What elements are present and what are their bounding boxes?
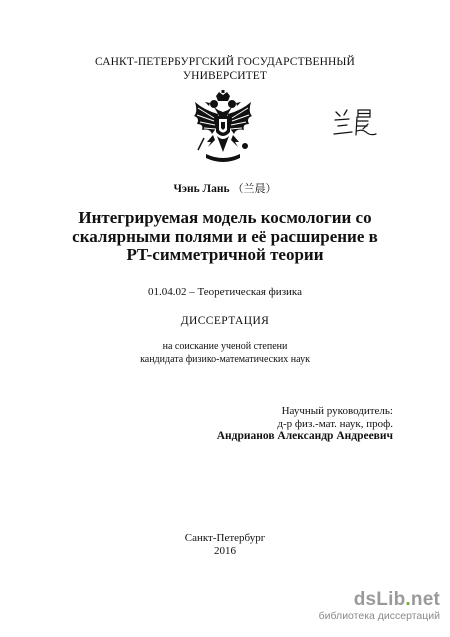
city: Санкт-Петербург <box>184 532 266 544</box>
advisor-title: д-р физ.-мат. наук, проф. <box>277 417 393 430</box>
brand-main: dsLib <box>353 589 406 610</box>
dissertation-title <box>0 209 450 265</box>
degree-description <box>0 341 450 366</box>
dslib-slogan: библиотека диссертаций <box>318 610 440 622</box>
document-type: ДИССЕРТАЦИЯ <box>180 315 270 327</box>
university-line-1: САНКТ-ПЕТЕРБУРГСКИЙ ГОСУДАРСТВЕННЫЙ <box>95 56 355 68</box>
author-chinese-name: （兰晨） <box>232 182 277 195</box>
brand-tld: net <box>410 589 440 610</box>
university-name <box>0 55 450 83</box>
advisor-label: Научный руководитель: <box>281 405 393 417</box>
place-and-year <box>0 532 450 557</box>
author-name: Чэнь Лань <box>173 183 230 195</box>
specialty-code: 01.04.02 – Теоретическая физика <box>147 286 302 298</box>
university-emblem-icon <box>192 90 254 164</box>
dslib-watermark[interactable] <box>319 590 440 622</box>
scientific-advisor <box>217 405 393 443</box>
degree-line-1: на соискание ученой степени <box>162 341 288 352</box>
university-line-2: УНИВЕРСИТЕТ <box>182 70 268 82</box>
advisor-name: Андрианов Александр Андреевич <box>216 430 393 442</box>
year: 2016 <box>214 544 236 557</box>
title-line-2: скалярными полями и её расширение в <box>72 226 378 246</box>
handwritten-signature-icon <box>332 107 380 139</box>
brand-dot: . <box>405 589 411 610</box>
dslib-logo[interactable] <box>319 590 440 610</box>
title-line-3: PT-симметричной теории <box>126 245 324 264</box>
title-line-1: Интегрируемая модель космологии со <box>78 208 372 227</box>
degree-line-2: кандидата физико-математических наук <box>140 353 310 365</box>
author-line <box>0 180 450 196</box>
